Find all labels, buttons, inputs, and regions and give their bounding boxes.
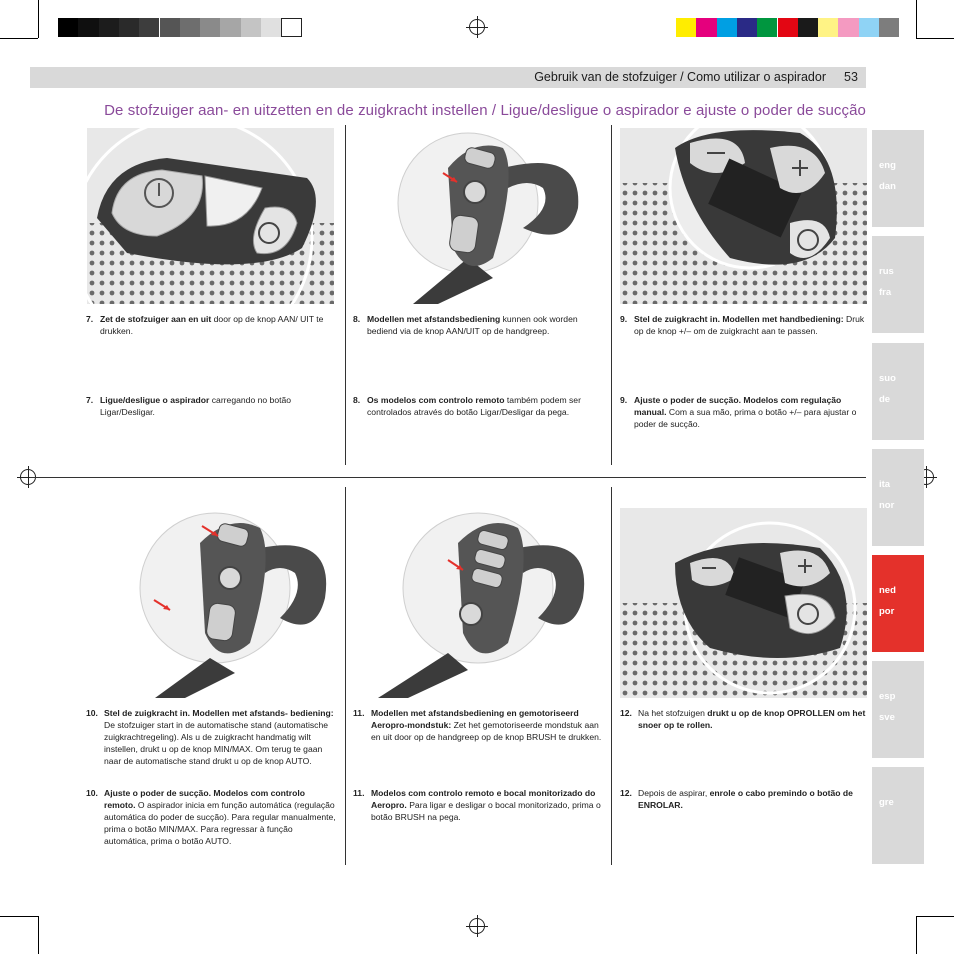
step-8-pt: 8. Os modelos com controlo remoto também podem ser controlados através do botão Ligar/Desligar da pega. [353, 395, 581, 417]
grey-swatch [281, 18, 301, 37]
step-10-nl: 10. Stel de zuigkracht in. Modellen met afstands- bediening: De stofzuiger start in de automatische stand (automatische zuigkrachtregeling). Als u de zuigkracht handmatig wilt instellen, drukt u op de knop MIN/MAX. Om terug te gaan naar de automatische stand drukt u op de knop AUTO. [86, 708, 334, 766]
step-9-nl: 9. Stel de zuigkracht in. Modellen met handbediening: Druk op de knop +/– om de zuigkracht aan te passen. [620, 314, 865, 336]
lang-tab-rus-fra[interactable]: rus fra [872, 236, 924, 333]
color-swatch [778, 18, 798, 37]
color-swatch [859, 18, 879, 37]
step-12-pt: 12. Depois de aspirar, enrole o cabo premindo o botão de ENROLAR. [620, 788, 853, 810]
lang-tab-eng-dan[interactable]: eng dan [872, 130, 924, 227]
grey-swatch [99, 18, 119, 37]
color-swatch [818, 18, 838, 37]
grey-swatch [241, 18, 261, 37]
crop-mark [38, 916, 39, 954]
step-7-pt: 7. Ligue/desligue o aspirador carregando no botão Ligar/Desligar. [86, 395, 292, 417]
photo-plus-minus-buttons [620, 128, 867, 304]
step-11-pt: 11. Modelos com controlo remoto e bocal monitorizado do Aeropro. Para ligar e desligar o bocal monitorizado, prima o botão BRUSH na pega. [353, 788, 601, 822]
color-swatch [717, 18, 737, 37]
lang-tab-ned-por[interactable]: ned por [872, 555, 924, 652]
photo-cord-rewind-button [620, 508, 867, 698]
crop-mark [0, 916, 38, 917]
header-bar [30, 67, 866, 88]
step-11-nl: 11. Modellen met afstandsbediening en gemotoriseerd Aeropro-mondstuk: Zet het gemotoriseerde mondstuk aan en uit door op de handgreep op de knop BRUSH te drukken. [353, 708, 602, 742]
grey-swatch [220, 18, 240, 37]
registration-mark-icon [469, 918, 485, 934]
step-7-nl: 7. Zet de stofzuiger aan en uit door op de knop AAN/ UIT te drukken. [86, 314, 324, 336]
section-title: De stofzuiger aan- en uitzetten en de zuigkracht instellen / Ligue/desligue o aspirador e ajuste o poder de sucção [104, 102, 866, 119]
crop-mark [916, 916, 917, 954]
color-swatch [737, 18, 757, 37]
color-swatch [757, 18, 777, 37]
step-12-nl: 12. Na het stofzuigen drukt u op de knop OPROLLEN om het snoer op te rollen. [620, 708, 866, 730]
step-10-pt: 10. Ajuste o poder de sucção. Modelos com controlo remoto. O aspirador inicia em função automática (regulação automática do poder de sucção). Para regular manualmente, prima o botão MIN/MAX. Para regressar à função automática, prima o botão AUTO. [86, 788, 336, 846]
column-divider [611, 487, 612, 865]
grey-swatch [119, 18, 139, 37]
grey-swatch [160, 18, 180, 37]
color-swatch [676, 18, 696, 37]
crop-mark [38, 0, 39, 38]
column-divider [345, 487, 346, 865]
lang-tab-suo-de[interactable]: suo de [872, 343, 924, 440]
lang-tab-ita-nor[interactable]: ita nor [872, 449, 924, 546]
grey-swatch [139, 18, 159, 37]
grey-swatch [180, 18, 200, 37]
crop-mark [916, 38, 954, 39]
grey-swatch [200, 18, 220, 37]
page-number: 53 [844, 70, 858, 84]
crop-mark [916, 0, 917, 38]
registration-mark-icon [469, 19, 485, 35]
photo-handle-min-max-auto [90, 508, 337, 698]
crop-mark [916, 916, 954, 917]
header-title: Gebruik van de stofzuiger / Como utilizar o aspirador [534, 70, 826, 84]
color-swatch [879, 18, 899, 37]
step-8-nl: 8. Modellen met afstandsbediening kunnen ook worden bediend via de knop AAN/UIT op de handgreep. [353, 314, 578, 336]
column-divider [611, 125, 612, 465]
crop-mark [0, 38, 38, 39]
color-swatch [798, 18, 818, 37]
photo-handle-brush [353, 508, 600, 698]
column-divider [345, 125, 346, 465]
photo-handle-on-off [353, 128, 600, 304]
photo-on-off-button [87, 128, 334, 304]
step-9-pt: 9. Ajuste o poder de sucção. Modelos com regulação manual. Com a sua mão, prima o botão +/– para ajustar o poder de sucção. [620, 395, 857, 429]
grey-swatch [261, 18, 281, 37]
color-swatch [696, 18, 716, 37]
lang-tab-gre[interactable]: gre [872, 767, 924, 864]
color-swatch [838, 18, 858, 37]
grey-swatch [78, 18, 98, 37]
lang-tab-esp-sve[interactable]: esp sve [872, 661, 924, 758]
grey-swatch [58, 18, 78, 37]
row-divider [30, 477, 866, 478]
